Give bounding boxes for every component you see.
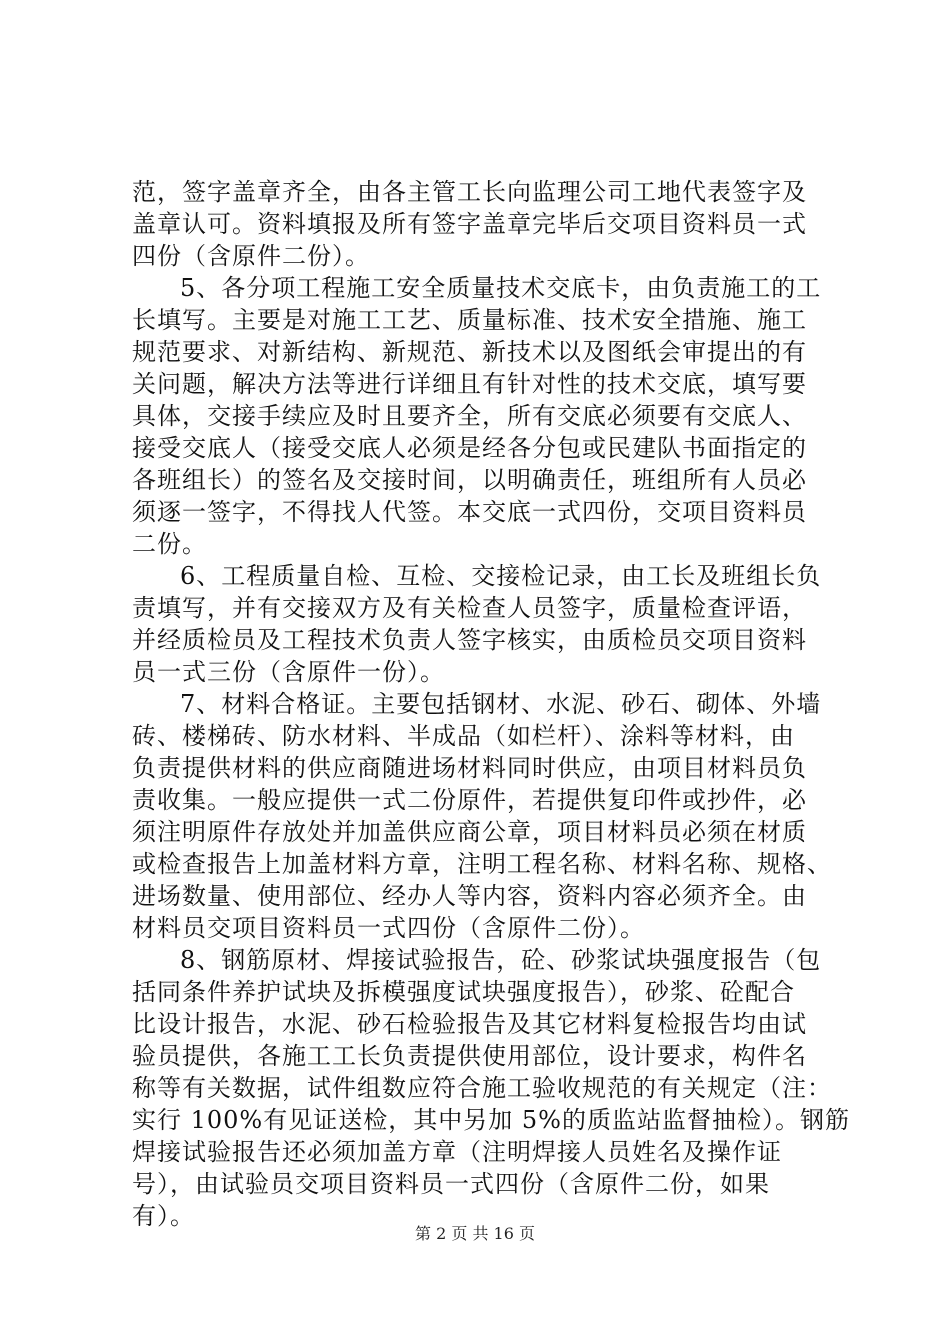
text-line: 比设计报告，水泥、砂石检验报告及其它材料复检报告均由试 <box>132 1010 807 1038</box>
text-line: 进场数量、使用部位、经办人等内容，资料内容必须齐全。由 <box>132 882 807 910</box>
text-line: 或检查报告上加盖材料方章，注明工程名称、材料名称、规格、 <box>132 850 832 878</box>
text-line: 长填写。主要是对施工工艺、质量标准、技术安全措施、施工 <box>132 306 807 334</box>
text-line: 规范要求、对新结构、新规范、新技术以及图纸会审提出的有 <box>132 338 807 366</box>
paragraph-7-start: 7、材料合格证。主要包括钢材、水泥、砂石、砌体、外墙 <box>180 690 822 718</box>
text-line: 负责提供材料的供应商随进场材料同时供应，由项目材料员负 <box>132 754 807 782</box>
paragraph-6-start: 6、工程质量自检、互检、交接检记录，由工长及班组长负 <box>180 562 822 590</box>
paragraph-5-start: 5、各分项工程施工安全质量技术交底卡，由负责施工的工 <box>180 274 822 302</box>
text-line: 称等有关数据，试件组数应符合施工验收规范的有关规定（注： <box>132 1074 832 1102</box>
text-line: 验员提供，各施工工长负责提供使用部位，设计要求，构件名 <box>132 1042 807 1070</box>
text-line: 须注明原件存放处并加盖供应商公章，项目材料员必须在材质 <box>132 818 807 846</box>
text-line: 括同条件养护试块及拆模强度试块强度报告），砂浆、砼配合 <box>132 978 795 1006</box>
text-line: 焊接试验报告还必须加盖方章（注明焊接人员姓名及操作证 <box>132 1138 782 1166</box>
text-line: 各班组长）的签名及交接时间，以明确责任，班组所有人员必 <box>132 466 807 494</box>
text-line: 具体，交接手续应及时且要齐全，所有交底必须要有交底人、 <box>132 402 807 430</box>
text-line: 并经质检员及工程技术负责人签字核实，由质检员交项目资料 <box>132 626 807 654</box>
text-line: 责收集。一般应提供一式二份原件，若提供复印件或抄件，必 <box>132 786 807 814</box>
text-line: 号），由试验员交项目资料员一式四份（含原件二份，如果 <box>132 1170 770 1198</box>
text-line: 接受交底人（接受交底人必须是经各分包或民建队书面指定的 <box>132 434 807 462</box>
text-line: 范，签字盖章齐全，由各主管工长向监理公司工地代表签字及 <box>132 178 807 206</box>
text-line: 须逐一签字，不得找人代签。本交底一式四份，交项目资料员 <box>132 498 807 526</box>
text-line: 盖章认可。资料填报及所有签字盖章完毕后交项目资料员一式 <box>132 210 807 238</box>
body-text <box>132 176 850 1232</box>
page-number-footer: 第 2 页 共 16 页 <box>415 1224 535 1243</box>
text-line: 材料员交项目资料员一式四份（含原件二份）。 <box>132 914 645 942</box>
text-line: 关问题，解决方法等进行详细且有针对性的技术交底，填写要 <box>132 370 807 398</box>
text-line: 四份（含原件二份）。 <box>132 242 370 270</box>
text-line: 员一式三份（含原件一份）。 <box>132 658 445 686</box>
paragraph-8-start: 8、钢筋原材、焊接试验报告，砼、砂浆试块强度报告（包 <box>180 946 822 974</box>
text-line: 责填写，并有交接双方及有关检查人员签字，质量检查评语， <box>132 594 807 622</box>
text-line: 有）。 <box>132 1202 195 1230</box>
text-line: 砖、楼梯砖、防水材料、半成品（如栏杆）、涂料等材料，由 <box>132 722 795 750</box>
text-line: 二份。 <box>132 530 207 558</box>
text-line: 实行 100%有见证送检，其中另加 5%的质监站监督抽检）。钢筋 <box>132 1106 850 1134</box>
